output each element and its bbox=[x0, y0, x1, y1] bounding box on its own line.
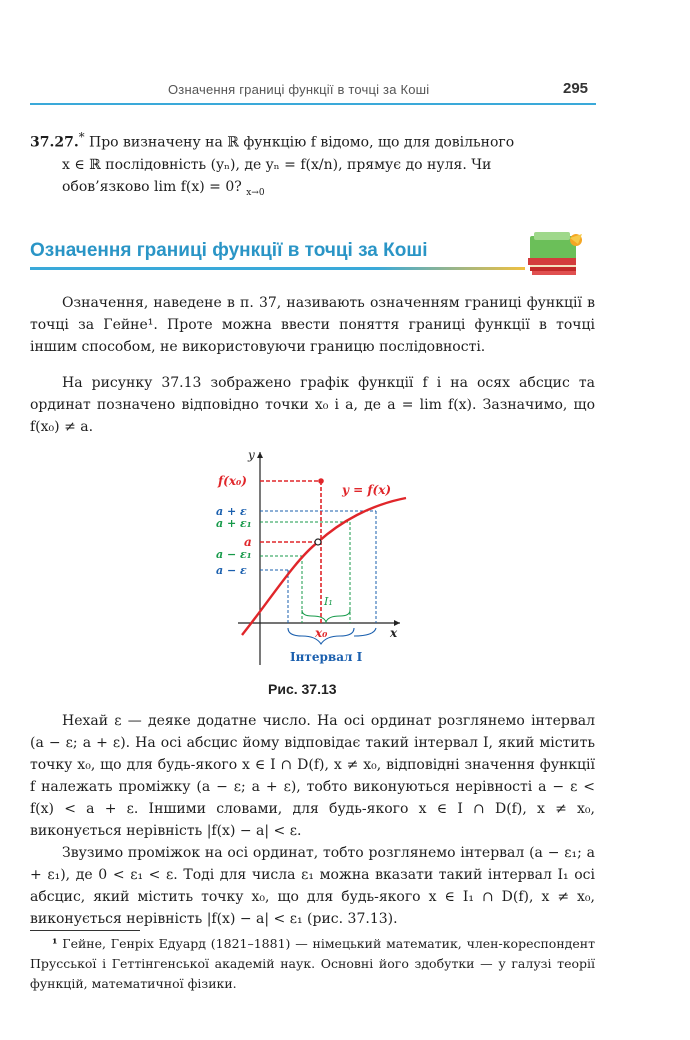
figure-37-13 bbox=[210, 450, 410, 670]
paragraph-4: Звузимо проміжок на осі ординат, тобто розглянемо інтервал (a − ε₁; a + ε₁), де 0 < ε₁ < ε. Тоді для числа ε₁ можна вказати такий інтервал I₁ осі абсцис, який містить точку x₀, що для будь-якого x ∈ I₁ ∩ D(f), x ≠ x₀, виконується нерівність |f(x) − a| < ε₁ (рис. 37.13). bbox=[30, 845, 595, 927]
footnote-rule bbox=[30, 930, 140, 931]
footnote-text: Гейне, Генріх Едуард (1821–1881) — німецький математик, член-кореспондент Прусської і Геттінгенської академій наук. Основні його здобутки — у галузі теорії функцій, математичної фізики. bbox=[30, 936, 595, 991]
page-number: 295 bbox=[563, 80, 589, 97]
y-axis-arrow bbox=[257, 452, 263, 458]
x0-label: x₀ bbox=[315, 626, 328, 640]
a-label: a bbox=[244, 535, 252, 549]
paragraph-2: На рисунку 37.13 зображено графік функції f і на осях абсцис та ординат позначено відповідно точки x₀ і a, де a = lim f(x). Зазначимо, що f(x₀) ≠ a. bbox=[30, 375, 595, 435]
fx0-point bbox=[318, 478, 324, 484]
exercise-limit-sub: x→0 bbox=[246, 187, 265, 198]
exercise-star: * bbox=[78, 130, 85, 144]
function-label: y = f(x) bbox=[342, 483, 392, 497]
footnote bbox=[30, 934, 595, 994]
exercise-line-1: Про визначену на ℝ функцію f відомо, що для довільного bbox=[89, 134, 515, 151]
i1-label: I₁ bbox=[324, 595, 333, 608]
a-plus-eps-label: a + ε bbox=[216, 505, 247, 518]
running-header: Означення границі функції в точці за Коші bbox=[168, 82, 430, 97]
header-rule bbox=[30, 103, 596, 105]
figure-caption: Рис. 37.13 bbox=[268, 681, 337, 697]
a-minus-eps-label: a − ε bbox=[216, 564, 247, 577]
y-axis-label: y bbox=[248, 450, 255, 462]
a-minus-eps1-label: a − ε₁ bbox=[216, 548, 252, 561]
section-title-rule bbox=[30, 267, 525, 270]
exercise-line-3: обов’язково lim f(x) = 0? bbox=[62, 178, 242, 195]
exercise-37-27 bbox=[30, 126, 595, 203]
x-axis-label: x bbox=[390, 626, 398, 640]
footnote-mark: ¹ bbox=[52, 936, 58, 951]
exercise-line-2: x ∈ ℝ послідовність (yₙ), де yₙ = f(x/n), прямує до нуля. Чи bbox=[62, 156, 492, 173]
hole-point bbox=[315, 539, 321, 545]
paragraph-3: Нехай ε — деяке додатне число. На осі ординат розглянемо інтервал (a − ε; a + ε). На осі абсцис йому відповідає такий інтервал I, який містить точку x₀, що для будь-якого x ∈ I ∩ D(f), x ≠ x₀, відповідні значення функції f належать проміжку (a − ε; a + ε), тобто виконуються нерівності a − ε < f(x) < a + ε. Іншими словами, для будь-якого x ∈ I ∩ D(f), x ≠ x₀, виконується нерівність |f(x) − a| < ε. bbox=[30, 713, 595, 839]
fx0-label: f(x₀) bbox=[218, 474, 247, 488]
paragraph-1: Означення, наведене в п. 37, називають означенням границі функції в точці за Гейне¹. Проте можна ввести поняття границі функції в точці іншим способом, не використовуючи границю послідовності. bbox=[30, 295, 595, 355]
exercise-number: 37.27. bbox=[30, 134, 79, 151]
books-icon bbox=[526, 230, 588, 276]
i1-brace bbox=[302, 610, 350, 622]
section-title: Означення границі функції в точці за Коші bbox=[30, 240, 428, 261]
function-curve bbox=[242, 498, 406, 635]
interval-brace bbox=[288, 628, 376, 644]
interval-label: Інтервал I bbox=[290, 650, 363, 664]
a-plus-eps1-label: a + ε₁ bbox=[216, 517, 252, 530]
